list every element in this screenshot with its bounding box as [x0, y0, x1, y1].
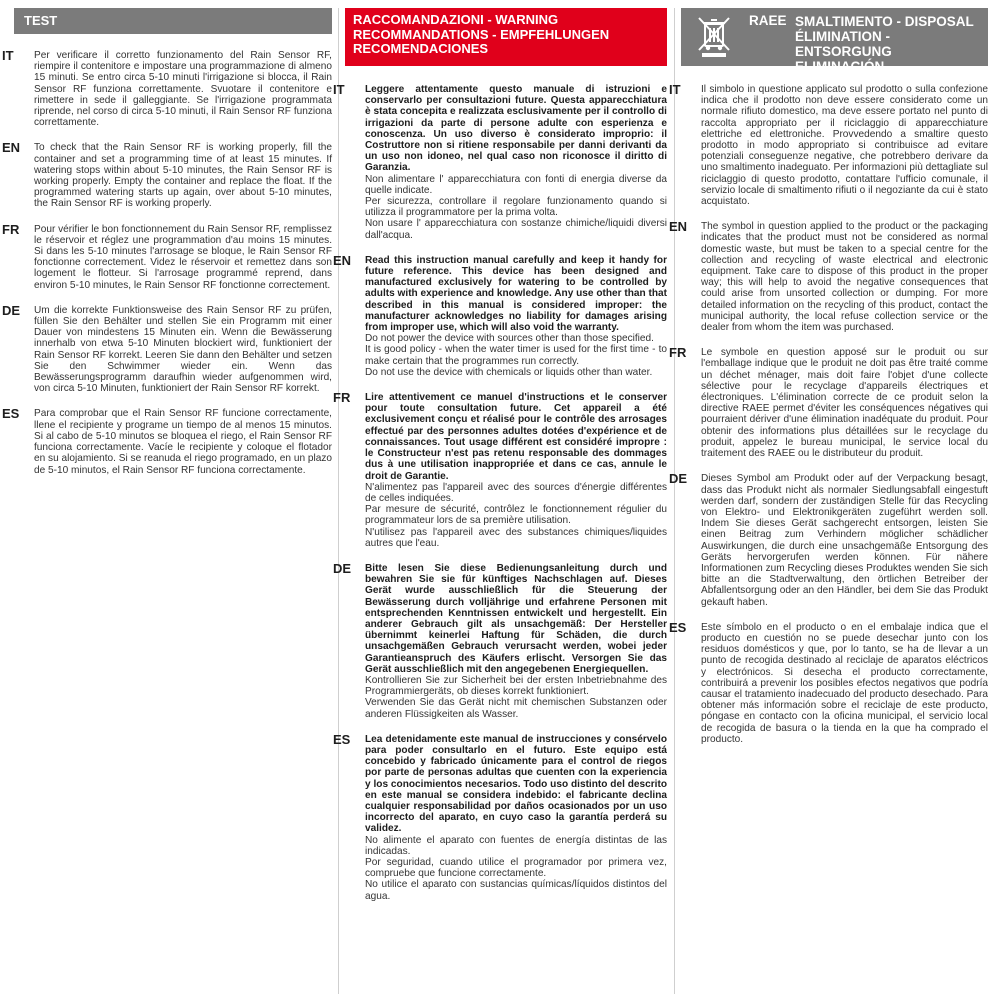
warning-bold-text: Read this instruction manual carefully and keep it handy for future reference. This device has been designed and manufactured exclusively for watering to be controlled by adults with experience and knowledge. Any use other than that described in this manual is considered improper: the manufacturer acknowledges no liability for damages arising from improper use, which will also void the warranty. [365, 254, 667, 334]
section-text: Pour vérifier le bon fonctionnement du Rain Sensor RF, remplissez le réservoir et réglez une programmation d'au moins 15 minutes. Si dans les 5-10 minutes l'arrosage se bloque, le Rain Sensor RF fonctionne correctement. Videz le réservoir et remettez dans son logement le flotteur. Si l'arrosage programmé reprend, dans environ 5-10 minutes, le Rain Sensor RF fonctionne correctement. [34, 223, 332, 291]
warnings-section-fr [333, 390, 667, 549]
raee-titles [795, 14, 988, 74]
warning-note: Non alimentare l' apparecchiatura con fonti di energia diverse da quelle indicate. [365, 173, 667, 196]
language-code: DE [669, 471, 688, 487]
warnings-header [345, 8, 667, 66]
section-text: Um die korrekte Funktionsweise des Rain Sensor RF zu prüfen, füllen Sie den Behälter und stellen Sie ein Programm mit einer Dauer von mindestens 15 Minuten ein. Wenn die Bewässerung innerhalb von etwa 5-10 Minuten blockiert wird, funktioniert der Rain Sensor RF korrekt. Leeren Sie dann den Behälter und setzen Sie den Schwimmer wieder ein. Wenn das Bewässerungsprogramm daraufhin wieder aufgenommen wird, von circa 5-10 Minuten, funktioniert der Rain Sensor RF korrekt. [34, 304, 332, 395]
warning-bold-text: Lea detenidamente este manual de instrucciones y consérvelo para poder consultarlo en el futuro. Este equipo está concebido y fabricado únicamente para el control de riegos por parte de personas adultas que cuenten con la experiencia y los conocimientos necesarios. Todo uso distinto del descrito en este manual se considera indebido: el fabricante declina cualquier responsabilidad por daños ocasionados por un uso incorrecto del aparato, en cuyo caso la garantía perderá su validez. [365, 733, 667, 835]
crossed-bin-icon [695, 15, 733, 59]
raee-section-it [669, 82, 988, 208]
section-text [365, 734, 667, 902]
test-section-en [2, 140, 332, 210]
language-code: EN [333, 252, 352, 268]
warnings-sections [333, 82, 667, 902]
warning-note: Verwenden Sie das Gerät nicht mit chemischen Substanzen oder anderen Flüssigkeiten als Wasser. [365, 697, 667, 720]
warning-note: Non usare l' apparecchiatura con sostanze chimiche/liquidi diversi dall'acqua. [365, 218, 667, 241]
test-section-fr [2, 221, 332, 291]
section-text: Este símbolo en el producto o en el embalaje indica que el producto en cuestión no se puede desechar junto con los residuos domésticos y que, por lo tanto, se ha de llevar a un punto de recogida destinado al reciclaje de aparatos eléctricos y electrónicos. Si desecha el producto correctamente, contribuirá a prevenir los posibles efectos negativos que podría causar el tratamiento inadecuado del producto desechado. Para obtener más información sobre el reciclaje de este producto, póngase en contacto con la oficina municipal, el servicio local de recogida de basura o la tienda en la que ha comprado el producto. [701, 621, 988, 745]
language-code: IT [2, 48, 14, 63]
test-header [14, 8, 332, 34]
raee-title-line: ÉLIMINATION - ENTSORGUNG [795, 29, 892, 59]
section-text [365, 84, 667, 241]
test-title: TEST [24, 13, 58, 28]
warnings-title-line: RECOMENDACIONES [353, 41, 489, 56]
raee-section-en [669, 219, 988, 334]
section-text [365, 392, 667, 549]
language-code: ES [333, 731, 351, 747]
warnings-section-de [333, 560, 667, 720]
language-code: EN [2, 140, 21, 156]
raee-section-es [669, 619, 988, 745]
section-text: Le symbole en question apposé sur le produit ou sur l'emballage indique que le produit ne doit pas être traité comme un déchet ménager, mais doit faire l'objet d'une collecte sélective pour le recyclage d'appareils électriques et électroniques. L'élimination correcte de ce produit selon la directive RAEE permet d'éviter les conséquences négatives qui pourraient dériver d'une élimination inadéquate du produit. Pour obtenir des informations plus détaillées sur le recyclage du produit, appelez le bureau municipal, le service local du traitement des RAEE ou le distributeur du produit. [701, 347, 988, 460]
language-code: DE [333, 560, 352, 576]
test-section-de [2, 302, 332, 395]
warning-bold-text: Bitte lesen Sie diese Bedienungsanleitung durch und bewahren Sie sie für künftiges Nachschlagen auf. Dieses Gerät wurde ausschließlich für die Steuerung der Bewässerung durch volljährige und erfahrene Personen mit entsprechenden Kenntnissen entwickelt und hergestellt. Ein anderer Gebrauch gilt als unsachgemäß: Der Hersteller übernimmt keinerlei Haftung für Schäden, die durch unsachgemäßen Gebrauch verursacht werden, wobei jeder Garantieanspruch des Käufers erlischt. Versorgen Sie das Gerät ausschließlich mit den angegebenen Energiequellen. [365, 562, 667, 675]
language-code: FR [669, 345, 687, 361]
raee-sections [669, 82, 988, 745]
test-sections [2, 48, 332, 476]
warnings-section-it [333, 82, 667, 241]
section-text: Il simbolo in questione applicato sul prodotto o sulla confezione indica che il prodotto non deve essere considerato come un normale rifiuto domestico, ma deve essere portato nel punto di raccolta appropriato per il riciclaggio di apparecchiature elettriche ed elettroniche. Provvedendo a smaltire questo prodotto in modo appropriato si contribuisce ad evitare potenziali conseguenze negative, che potrebbero derivare da uno smaltimento inadeguato. Per informazioni più dettagliate sul riciclaggio di questo prodotto, contattare l'ufficio comunale, il servizio locale di smaltimento rifiuti o il negoziante da cui è stato acquistato. [701, 84, 988, 208]
warning-note: N'alimentez pas l'appareil avec des sources d'énergie différentes de celles indiquées. [365, 481, 667, 504]
section-text: Per verificare il corretto funzionamento del Rain Sensor RF, riempire il contenitore e impostare una programmazione di almeno 15 minuti. Se entro circa 5-10 minuti l'irrigazione si blocca, il Rain Sensor RF funziona correttamente. Svuotare il contenitore e rimettere in sede il galleggiante. Se l'irrigazione programmata riprende, nel corso di circa 5-10 minuti, il Rain Sensor RF funziona correttamente. [34, 50, 332, 129]
raee-title-line: SMALTIMENTO - DISPOSAL [795, 14, 974, 29]
warnings-title-line: RACCOMANDAZIONI - WARNING [353, 12, 559, 27]
warning-note: Por seguridad, cuando utilice el programador por primera vez, compruebe que funcione correctamente. [365, 857, 667, 880]
raee-header [681, 8, 988, 74]
warning-bold-text: Leggere attentamente questo manuale di istruzioni e conservarlo per consultazioni future. Questa apparecchiatura è stata concepita e realizzata esclusivamente per il controllo di irrigazioni da parte di persone adulte con esperienza e conoscenza. Un uso diverso è considerato improprio: il Costruttore non si ritiene responsabile per danni derivanti da un uso non idoneo, nel qual caso non riconosce il diritto di Garanzia. [365, 84, 667, 174]
raee-tag: RAEE [749, 13, 787, 28]
section-text [365, 563, 667, 720]
raee-section-de [669, 471, 988, 608]
language-code: ES [2, 406, 20, 422]
language-code: FR [333, 390, 351, 406]
warning-note: N'utilisez pas l'appareil avec des substances chimiques/liquides autres que l'eau. [365, 526, 667, 549]
warnings-section-en [333, 252, 667, 378]
language-code: FR [2, 221, 20, 237]
warning-note: Per sicurezza, controllare il regolare funzionamento quando si utilizza il programmatore per la prima volta. [365, 196, 667, 219]
test-section-es [2, 406, 332, 476]
test-section-it [2, 48, 332, 129]
raee-section-fr [669, 345, 988, 460]
warning-note: Do not power the device with sources other than those specified. [365, 333, 654, 345]
warning-note: Kontrollieren Sie zur Sicherheit bei der ersten Inbetriebnahme des Programmiergeräts, ob dieses korrekt funktioniert. [365, 674, 667, 698]
raee-column [669, 8, 988, 759]
warnings-title-line: RECOMMANDATIONS - EMPFEHLUNGEN [353, 26, 610, 42]
language-code: IT [669, 82, 681, 97]
section-text [365, 255, 667, 378]
language-code: EN [669, 219, 688, 235]
warning-note: No utilice el aparato con sustancias químicas/líquidos distintos del agua. [365, 879, 667, 902]
warning-note: No alimente el aparato con fuentes de energía distintas de las indicadas. [365, 834, 667, 857]
section-text: To check that the Rain Sensor RF is working properly, fill the container and set a programming time of at least 15 minutes. If watering stops within about 5-10 minutes, the Rain Sensor RF is working properly. Empty the container and replace the float. If the programmed watering starts up again, over about 5-10 minutes, the Rain Sensor RF is working properly. [34, 142, 332, 210]
warning-note: It is good policy - when the water timer is used for the first time - to make certain that the programmes run correctly. [365, 344, 667, 367]
warnings-column [333, 8, 667, 916]
language-code: DE [2, 302, 21, 318]
test-column [2, 8, 332, 490]
language-code: IT [333, 82, 345, 97]
section-text: The symbol in question applied to the product or the packaging indicates that the product must not be considered as normal domestic waste, but must be taken to a special centre for the collection and recycling of waste electrical and electronic equipment. Take care to dispose of this product in the proper way; this will help to avoid the negative consequences that could arise from unsorted collection or dumping. For more detailed information on the recycling of this product, contact the municipal authority, the local refuse collection service or the dealer from whom the item was purchased. [701, 221, 988, 334]
raee-title-line: ELIMINACIÓN [795, 59, 885, 74]
warning-note: Do not use the device with chemicals or liquids other than water. [365, 366, 653, 378]
section-text: Para comprobar que el Rain Sensor RF funcione correctamente, llene el recipiente y programe un tiempo de al menos 15 minutos. Si al cabo de 5-10 minutos se bloquea el riego, el Rain Sensor RF funciona correctamente. Vacíe le recipiente y coloque el flotador en su alojamiento. Si se reanuda el riego programado, en un plazo de 5-10 minutos, el Rain Sensor RF funciona correctamente. [34, 408, 332, 476]
language-code: ES [669, 619, 687, 635]
section-text: Dieses Symbol am Produkt oder auf der Verpackung besagt, dass das Produkt nicht als normaler Siedlungsabfall eingestuft werden darf, sondern der zuständigen Stelle für das Recycling von Elektro- und Elektronikgeräten zugeführt werden soll. Indem Sie dieses Gerät sachgerecht entsorgen, leisten Sie einen Beitrag zum Verhindern möglicher schädlicher Auswirkungen, die durch eine unsachgemäße Entsorgung des Geräts hervorgerufen werden können. Für nähere Informationen zum Recycling dieses Produktes wenden Sie sich bitte an die Stadtverwaltung, den örtlichen Betreiber der Abfallentsorgung oder an den Händler, bei dem Sie das Produkt gekauft haben. [701, 473, 988, 608]
warning-bold-text: Lire attentivement ce manuel d'instructions et le conserver pour toute consultation future. Cet appareil a été exclusivement conçu et réalisé pour le contrôle des arrosages effectué par des personnes adultes dotées d'expérience et de connaissances. Tout usage différent est considéré impropre : le Constructeur n'est pas retenu responsable des dommages dus à une utilisation inappropriée et dans ce cas, annule le droit de Garantie. [365, 392, 667, 482]
warning-note: Par mesure de sécurité, contrôlez le fonctionnement régulier du programmateur lors de sa première utilisation. [365, 504, 667, 527]
warnings-section-es [333, 731, 667, 902]
